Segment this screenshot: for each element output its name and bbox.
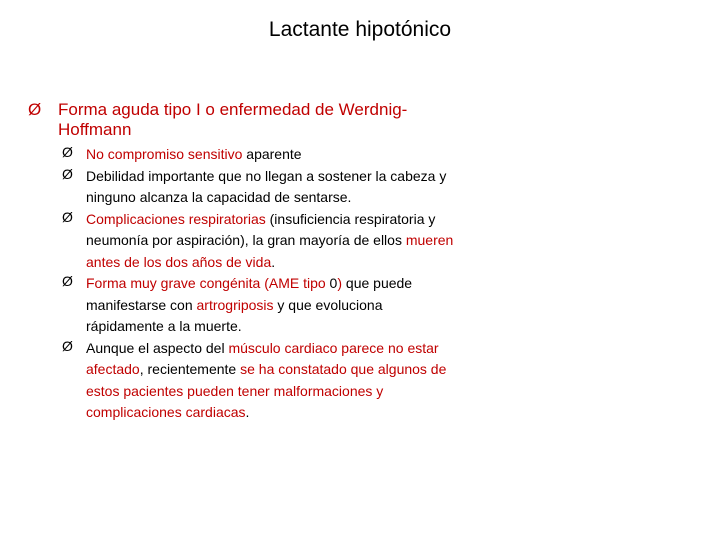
plain-text: .	[245, 404, 250, 420]
highlighted-text: mueren antes de los dos años de vida	[86, 232, 454, 270]
sub-bullet-item	[62, 209, 462, 274]
sub-bullet-text	[86, 166, 462, 209]
plain-text: Debilidad importante que no llegan a sostener la cabeza y ninguno alcanza la capacidad de sentarse.	[86, 167, 447, 205]
highlighted-text: músculo cardiaco parece no estar afectado	[86, 339, 439, 377]
sub-bullet-text	[86, 209, 462, 274]
page-title: Lactante hipotónico	[268, 18, 452, 41]
plain-text: , recientemente	[139, 361, 241, 377]
plain-text: Aunque el aspecto del	[86, 339, 229, 356]
arrow-bullet-icon: Ø	[62, 144, 73, 160]
highlighted-text: se ha constatado que algunos de estos pacientes pueden tener malformaciones y complicaciones cardiacas	[86, 361, 447, 420]
main-bullet-text: Forma aguda tipo I o enfermedad de Werdnig-Hoffmann	[58, 100, 408, 139]
highlighted-text: Complicaciones respiratorias	[86, 210, 266, 227]
plain-text: que puede manifestarse con	[86, 275, 413, 313]
main-bullet-item	[28, 100, 448, 140]
sub-bullet-item	[62, 144, 462, 166]
highlighted-text: )	[337, 275, 343, 291]
plain-text: (insuficiencia respiratoria y neumonía por aspiración), la gran mayoría de ellos	[86, 210, 436, 248]
sub-bullet-list	[62, 144, 462, 424]
arrow-bullet-icon: Ø	[62, 337, 73, 354]
sub-bullet-item	[62, 166, 462, 209]
sub-bullet-item	[62, 273, 462, 338]
plain-text: .	[271, 253, 276, 270]
highlighted-text: No compromiso sensitivo	[86, 146, 243, 162]
sub-bullet-text	[86, 273, 462, 338]
arrow-bullet-icon: Ø	[62, 273, 73, 289]
highlighted-text: artrogriposis	[196, 296, 274, 313]
arrow-bullet-icon: Ø	[62, 165, 73, 182]
plain-text: 0	[329, 275, 338, 291]
arrow-bullet-icon: Ø	[28, 100, 42, 119]
sub-bullet-text	[86, 144, 462, 166]
sub-bullet-text	[86, 338, 462, 424]
highlighted-text: Forma muy grave congénita (AME tipo	[86, 275, 330, 291]
arrow-bullet-icon: Ø	[62, 208, 73, 225]
plain-text: aparente	[242, 146, 302, 162]
sub-bullet-item	[62, 338, 462, 424]
plain-text: y que evoluciona rápidamente a la muerte.	[86, 296, 383, 334]
